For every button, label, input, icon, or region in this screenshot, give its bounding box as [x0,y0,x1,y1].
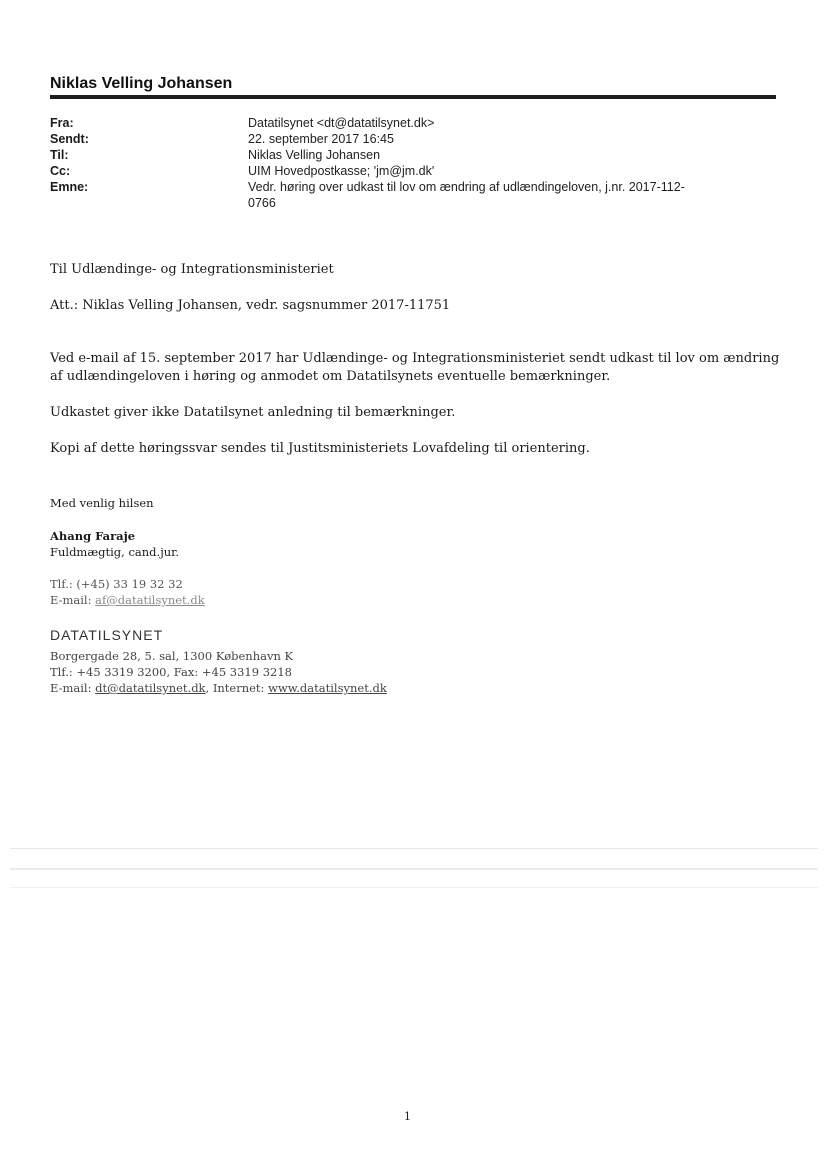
signer-email-line [50,592,550,608]
sent-label: Sendt: [50,132,89,146]
from-label: Fra: [50,116,74,130]
scan-artifact-line [10,848,818,849]
from-value: Datatilsynet <dt@datatilsynet.dk> [248,116,435,130]
page-number: 1 [404,1110,411,1123]
header-row-cc [50,163,750,179]
organization-name: DATATILSYNET [50,627,164,643]
body-paragraph: Ved e-mail af 15. september 2017 har Udlændinge- og Integrationsministeriet sendt udkast til lov om ændring af udlændingeloven i høring og anmodet om Datatilsynets eventuelle bemærkninger. [50,351,780,384]
to-label: Til: [50,148,69,162]
sent-value: 22. september 2017 16:45 [248,132,394,146]
header-row-sent [50,131,750,147]
header-row-to [50,147,750,163]
organization-contact-line [50,680,550,696]
signer-name: Ahang Faraje [50,529,136,543]
organization-details [50,648,550,696]
header-row-from [50,115,750,131]
organization-phone-fax: Tlf.: +45 3319 3200, Fax: +45 3319 3218 [50,665,292,679]
subject-label: Emne: [50,180,89,194]
organization-website-link[interactable]: www.datatilsynet.dk [268,681,387,695]
salutation: Til Udlændinge- og Integrationsministeriet [50,262,334,277]
to-value: Niklas Velling Johansen [248,148,381,162]
header-row-subject [50,179,750,211]
signer-block [50,528,550,560]
signer-phone: Tlf.: (+45) 33 19 32 32 [50,577,183,591]
cc-label: Cc: [50,164,71,178]
mailbox-owner: Niklas Velling Johansen [50,75,233,92]
subject-value: Vedr. høring over udkast til lov om ændring af udlændingeloven, j.nr. 2017-112-0766 [248,180,685,210]
signer-contact [50,576,550,608]
cc-value: UIM Hovedpostkasse; 'jm@jm.dk' [248,164,435,178]
email-header [50,115,750,211]
signer-title: Fuldmægtig, cand.jur. [50,545,180,559]
organization-email-link[interactable]: dt@datatilsynet.dk [95,681,206,695]
attention-line: Att.: Niklas Velling Johansen, vedr. sagsnummer 2017-11751 [50,298,451,313]
scan-artifact-line [10,868,818,870]
organization-internet-label: , Internet: [205,681,269,695]
body-paragraph: Kopi af dette høringssvar sendes til Justitsministeriets Lovafdeling til orientering. [50,441,590,456]
organization-address: Borgergade 28, 5. sal, 1300 København K [50,649,294,663]
organization-email-label: E-mail: [50,681,96,695]
body-paragraph: Udkastet giver ikke Datatilsynet anledning til bemærkninger. [50,405,456,420]
header-rule [50,95,776,99]
signer-email-label: E-mail: [50,593,96,607]
scan-artifact-line [10,887,818,888]
closing: Med venlig hilsen [50,496,154,510]
signer-email-link[interactable]: af@datatilsynet.dk [95,593,205,607]
